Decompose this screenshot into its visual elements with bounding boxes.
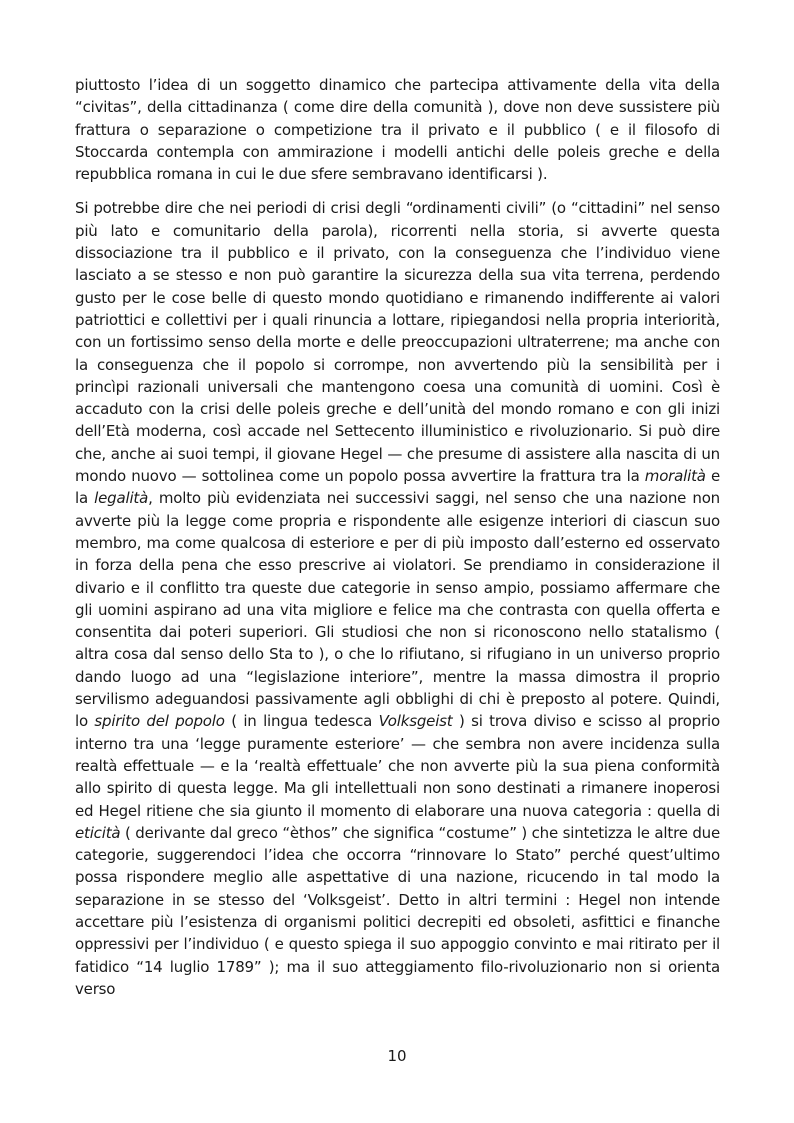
- italic-term: Volksgeist: [378, 712, 453, 731]
- paragraph: [75, 74, 720, 185]
- text-run: e la: [75, 467, 720, 508]
- italic-term: eticità: [75, 823, 121, 842]
- text-run: , molto più evidenziata nei successivi saggi, nel senso che una nazione non avverte più la legge come propria e rispondente alle esigenze interiori di ciascun suo membro, ma come qualcosa di esteriore e per di più imposto dall’esterno ed osservato in forza della pena che esso prescrive ai violatori. Se prendiamo in considerazione il divario e il conflitto tra queste due categorie in senso ampio, possiamo affermare che gli uomini aspirano ad una vita migliore e felice ma che contrasta con quella offerta e consentita dai poteri superiori. Gli studiosi che non si riconoscono nello statalismo ( altra cosa dal senso dello Sta to ), o che lo rifiutano, si rifugiano in un universo proprio dando luogo ad una “legislazione interiore”, mentre la massa dimostra il proprio servilismo adeguandosi passivamente agli obblighi di chi è preposto al potere. Quindi, lo: [75, 489, 720, 731]
- italic-term: legalità: [94, 489, 149, 508]
- italic-term: spirito del popolo: [94, 712, 225, 731]
- text-run: ( derivante dal greco “èthos” che significa “costume” ) che sintetizza le altre due categorie, suggerendoci l’idea che occorra “rinnovare lo Stato” perché quest’ultimo possa rispondere meglio alle aspettative di una nazione, ricucendo in tal modo la separazione in se stesso del ‘Volksgeist’. Detto in altri termini : Hegel non intende accettare più l’esistenza di organismi politici decrepiti ed obsoleti, asfittici e finanche oppressivi per l’individuo ( e questo spiega il suo appoggio convinto e mai ritirato per il fatidico “14 luglio 1789” ); ma il suo atteggiamento filo-rivoluzionario non si orienta verso: [75, 823, 720, 998]
- text-run: Si potrebbe dire che nei periodi di crisi degli “ordinamenti civili” (o “cittadini” nel senso più lato e comunitario della parola), ricorrenti nella storia, si avverte questa dissociazione tra il pubblico e il privato, con la conseguenza che l’individuo viene lasciato a se stesso e non può garantire la sicurezza della sua vita terrena, perdendo gusto per le cose belle di questo mondo quotidiano e rimanendo indifferente ai valori patriottici e collettivi per i quali rinuncia a lottare, ripiegandosi nella propria interiorità, con un fortissimo senso della morte e delle preoccupazioni ultraterrene; ma anche con la conseguenza che il popolo si corrompe, non avvertendo più la sensibilità per i princìpi razionali universali che mantengono coesa una comunità di uomini. Così è accaduto con la crisi delle poleis greche e dell’unità del mondo romano e con gli inizi dell’Età moderna, così accade nel Settecento illuministico e rivoluzionario. Si può dire che, anche ai suoi tempi, il giovane Hegel — che presume di assistere alla nascita di un mondo nuovo — sottolinea come un popolo possa avvertire la frattura tra la: [75, 199, 720, 486]
- text-run: ( in lingua tedesca: [224, 712, 379, 731]
- text-run: ) si trova diviso e scisso al proprio interno tra una ‘legge puramente esteriore’ — che sembra non avere incidenza sulla realtà effettuale — e la ‘realtà effettuale’ che non avverte più la sua piena conformità allo spirito di questa legge. Ma gli intellettuali non sono destinati a rimanere inoperosi ed Hegel ritiene che sia giunto il momento di elaborare una nuova categoria : quella di: [75, 712, 720, 820]
- italic-term: moralità: [644, 467, 706, 486]
- body-text: [75, 74, 720, 1000]
- page-number: 10: [387, 1047, 407, 1065]
- text-run: piuttosto l’idea di un soggetto dinamico che partecipa attivamente della vita della “civitas”, della cittadinanza ( come dire della comunità ), dove non deve sussistere più frattura o separazione o competizione tra il privato e il pubblico ( e il filosofo di Stoccarda contempla con ammirazione i modelli antichi delle poleis greche e della repubblica romana in cui le due sfere sembravano identificarsi ).: [75, 76, 720, 184]
- paragraph: [75, 197, 720, 1000]
